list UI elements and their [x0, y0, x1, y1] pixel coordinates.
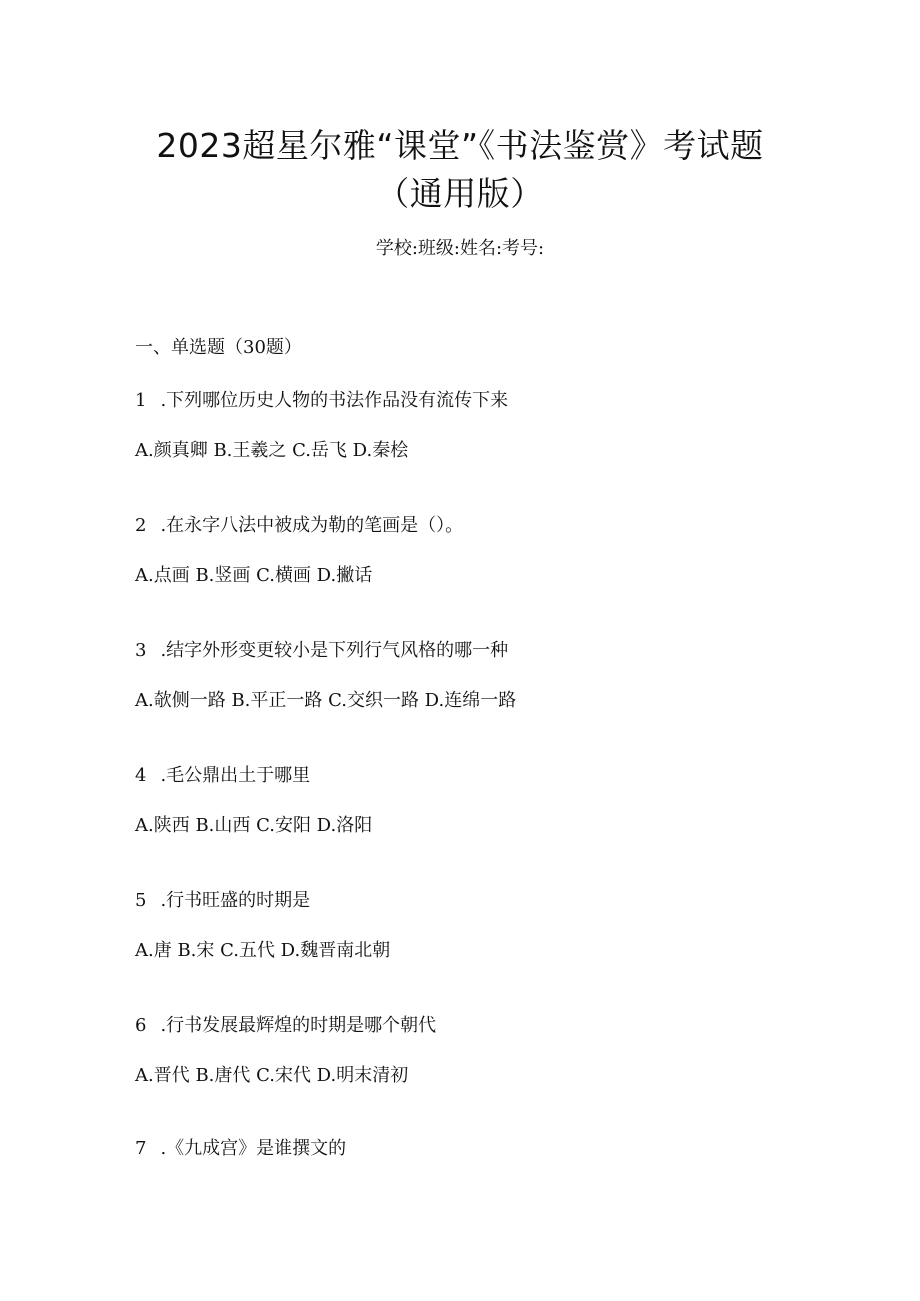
question-options: A.晋代 B.唐代 C.宋代 D.明末清初 [135, 1065, 409, 1086]
question-number: 7 [135, 1138, 147, 1159]
question-stem [135, 388, 835, 414]
question-4 [135, 763, 835, 839]
document-title: 2023超星尔雅“课堂”《书法鉴赏》考试题 [156, 126, 764, 165]
question-stem [135, 1136, 835, 1162]
question-text: .结字外形变更较小是下列行气风格的哪一种 [160, 640, 509, 661]
question-5 [135, 888, 835, 964]
question-options: A.欹侧一路 B.平正一路 C.交织一路 D.连绵一路 [135, 690, 517, 711]
question-stem [135, 513, 835, 539]
question-options: A.点画 B.竖画 C.横画 D.撇话 [135, 565, 373, 586]
question-options: A.颜真卿 B.王羲之 C.岳飞 D.秦桧 [135, 440, 409, 461]
question-3 [135, 638, 835, 714]
question-7 [135, 1136, 835, 1162]
question-text: .《九成宫》是谁撰文的 [160, 1138, 347, 1159]
question-number: 5 [135, 890, 147, 911]
question-text: .行书旺盛的时期是 [160, 890, 311, 911]
question-number: 4 [135, 765, 147, 786]
student-info-line: 学校:班级:姓名:考号: [375, 238, 545, 259]
question-1 [135, 388, 835, 464]
question-text: .毛公鼎出土于哪里 [160, 765, 311, 786]
question-6 [135, 1013, 835, 1089]
question-options: A.唐 B.宋 C.五代 D.魏晋南北朝 [135, 940, 391, 961]
question-2 [135, 513, 835, 589]
question-options: A.陕西 B.山西 C.安阳 D.洛阳 [135, 815, 373, 836]
question-stem [135, 763, 835, 789]
question-stem [135, 638, 835, 664]
question-number: 1 [135, 390, 147, 411]
question-stem [135, 1013, 835, 1039]
question-number: 2 [135, 515, 147, 536]
question-text: .行书发展最辉煌的时期是哪个朝代 [160, 1015, 437, 1036]
question-text: .在永字八法中被成为勒的笔画是（）。 [160, 515, 464, 536]
section-heading: 一、单选题（30题） [135, 337, 302, 358]
question-stem [135, 888, 835, 914]
question-text: .下列哪位历史人物的书法作品没有流传下来 [160, 390, 509, 411]
question-number: 3 [135, 640, 147, 661]
question-number: 6 [135, 1015, 147, 1036]
document-subtitle: （通用版） [376, 174, 544, 213]
